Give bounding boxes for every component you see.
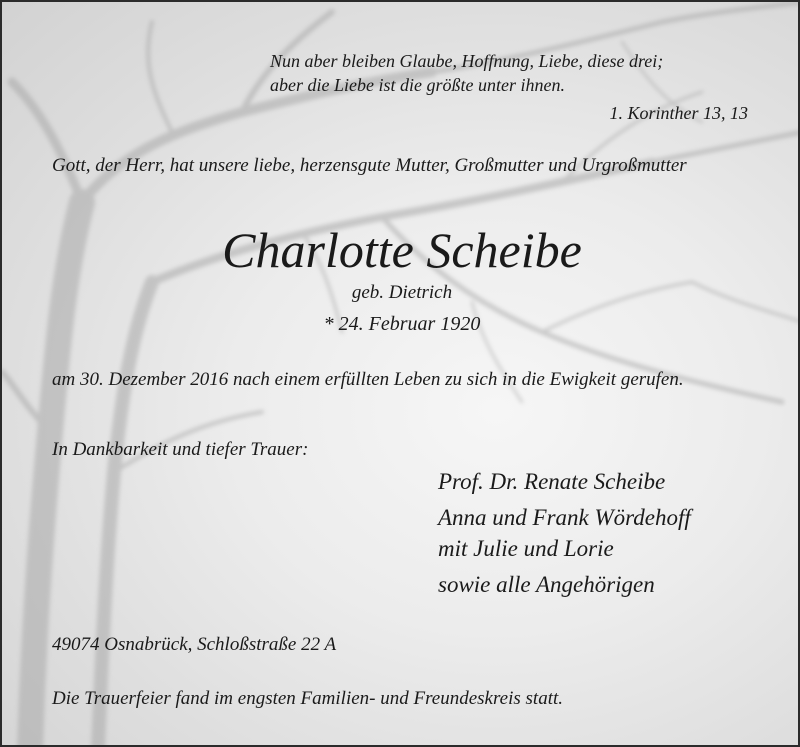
bible-verse-line-2: aber die Liebe ist die größte unter ihnen. — [270, 75, 565, 95]
bible-verse-line-1: Nun aber bleiben Glaube, Hoffnung, Liebe, diese drei; — [270, 51, 664, 71]
birth-date: * 24. Februar 1920 — [323, 313, 481, 335]
mourner-line: Prof. Dr. Renate Scheibe — [438, 469, 666, 494]
bible-verse-reference: 1. Korinther 13, 13 — [609, 103, 748, 123]
intro-text: Gott, der Herr, hat unsere liebe, herzensgute Mutter, Großmutter und Urgroßmutter — [52, 155, 687, 176]
mourner-line: sowie alle Angehörigen — [438, 572, 655, 597]
funeral-notice: Die Trauerfeier fand im engsten Familien- und Freundeskreis statt. — [52, 688, 563, 709]
bible-verse — [270, 49, 663, 97]
birth-name: geb. Dietrich — [351, 282, 453, 303]
mourning-text: In Dankbarkeit und tiefer Trauer: — [52, 439, 309, 460]
deceased-name: Charlotte Scheibe — [222, 222, 582, 278]
mourner-line: mit Julie und Lorie — [438, 536, 614, 561]
address: 49074 Osnabrück, Schloßstraße 22 A — [52, 634, 337, 655]
mourners-list — [438, 466, 691, 600]
mourner-line: Anna und Frank Wördehoff — [438, 505, 691, 530]
death-text: am 30. Dezember 2016 nach einem erfüllten Leben zu sich in die Ewigkeit gerufen. — [52, 369, 684, 390]
